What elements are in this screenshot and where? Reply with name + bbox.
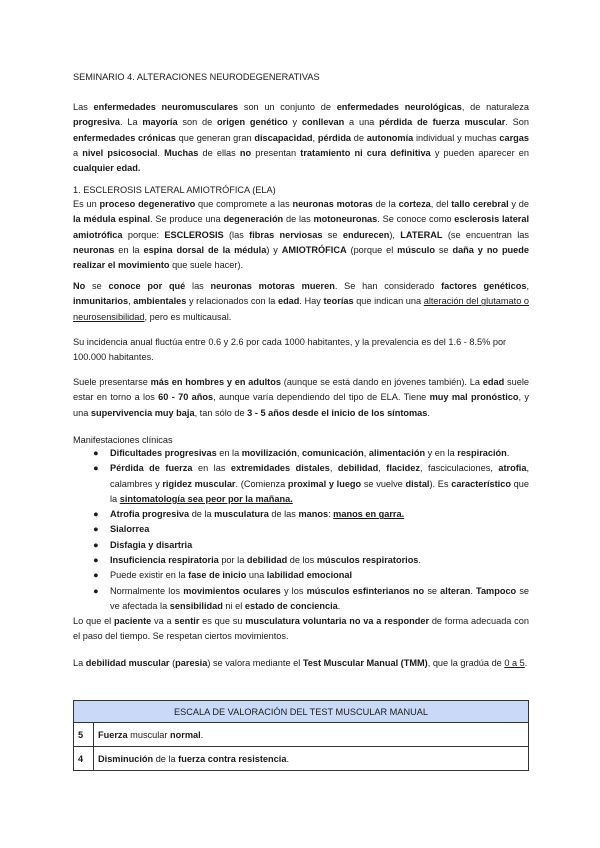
ela-definition-paragraph: Es un proceso degenerativo que compromete a las neuronas motoras de la corteza, del tallo cerebral y de la médula espinal. Se produce una degeneración de las motoneuronas. Se conoce como esclerosis lateral amiotrófica porque: ESCLEROSIS (las fibras nerviosas se endurecen), LATERAL (se encuentran las neuronas en la espina dorsal de la médula) y AMIOTRÓFICA (porque el músculo se daña y no puede realizar el movimiento que suele hacer).	[73, 199, 530, 271]
list-item: ● Normalmente los movimientos oculares y los músculos esfinterianos no se alteran. Tampoco se ve afectada la sensibilidad ni el estado de conciencia.	[93, 585, 530, 611]
manifestations-list	[73, 446, 529, 614]
bullet-icon: ●	[93, 448, 99, 458]
table-row	[74, 723, 529, 747]
bullet-icon: ●	[93, 555, 99, 566]
grade-cell: 5	[74, 723, 94, 747]
table-header: ESCALA DE VALORACIÓN DEL TEST MUSCULAR MANUAL	[74, 701, 529, 723]
table-header-row	[74, 701, 529, 723]
list-item: ● Disfagia y disartria	[73, 538, 529, 553]
manifestations-heading: Manifestaciones clínicas	[73, 435, 173, 445]
list-item: ● Pérdida de fuerza en las extremidades distales, debilidad, flacidez, fasciculaciones, atrofia, calambres y rigidez muscular. (Comienza proximal y luego se vuelve distal). Es característico que la sintomatología sea peor por la mañana.	[93, 463, 530, 504]
table-row	[74, 747, 529, 771]
bullet-icon: ●	[93, 585, 99, 596]
tmm-intro-paragraph: La debilidad muscular (paresia) se valora mediante el Test Muscular Manual (TMM), que la gradúa de 0 a 5.	[73, 658, 528, 668]
intro-paragraph: Las enfermedades neuromusculares son un conjunto de enfermedades neurológicas, de naturaleza progresiva. La mayoría son de origen genético y conllevan a una pérdida de fuerza muscular. Son enfermedades crónicas que generan gran discapacidad, pérdida de autonomía individual y muchas cargas a nivel psicosocial. Muchas de ellas no presentan tratamiento ni cura definitiva y pueden aparecer en cualquier edad.	[73, 102, 529, 174]
list-item: ● Sialorrea	[73, 522, 529, 537]
bullet-icon: ●	[93, 509, 99, 520]
tmm-scale-table	[73, 700, 529, 771]
description-cell: Fuerza muscular normal.	[94, 723, 529, 747]
ela-incidence-paragraph: Su incidencia anual fluctúa entre 0.6 y 2.6 por cada 1000 habitantes, y la prevalencia es del 1.6 - 8.5% por 100.000 habitantes.	[73, 337, 507, 363]
bullet-icon: ●	[93, 463, 99, 474]
bullet-icon: ●	[93, 524, 99, 535]
bullet-icon: ●	[93, 570, 99, 581]
section-heading-ela: 1. ESCLEROSIS LATERAL AMIOTRÓFICA (ELA)	[73, 185, 276, 195]
page-title: SEMINARIO 4. ALTERACIONES NEURODEGENERATIVAS	[73, 72, 320, 82]
description-cell: Disminución de la fuerza contra resistencia.	[94, 747, 529, 771]
list-item: ● Dificultades progresivas en la movilización, comunicación, alimentación y en la respiración.	[73, 446, 529, 461]
list-item: ● Insuficiencia respiratoria por la debilidad de los músculos respiratorios.	[73, 553, 529, 568]
bullet-icon: ●	[93, 539, 99, 550]
list-item: ● Atrofia progresiva de la musculatura de las manos: manos en garra.	[73, 507, 529, 522]
grade-cell: 4	[74, 747, 94, 771]
patient-paragraph: Lo que el paciente va a sentir es que su musculatura voluntaria no va a responder de forma adecuada con el paso del tiempo. Se respetan ciertos movimientos.	[73, 616, 529, 642]
ela-demographics-paragraph: Suele presentarse más en hombres y en adultos (aunque se está dando en jóvenes también). La edad suele estar en torno a los 60 - 70 años, aunque varía dependiendo del tipo de ELA. Tiene muy mal pronóstico, y una supervivencia muy baja, tan sólo de 3 - 5 años desde el inicio de los síntomas.	[73, 377, 530, 418]
list-item: ● Puede existir en la fase de inicio una labilidad emocional	[73, 568, 529, 583]
ela-cause-paragraph: No se conoce por qué las neuronas motoras mueren. Se han considerado factores genéticos, inmunitarios, ambientales y relacionados con la edad. Hay teorías que indican una alteración del glutamato o neurosensibilidad, pero es multicausal.	[73, 281, 530, 322]
